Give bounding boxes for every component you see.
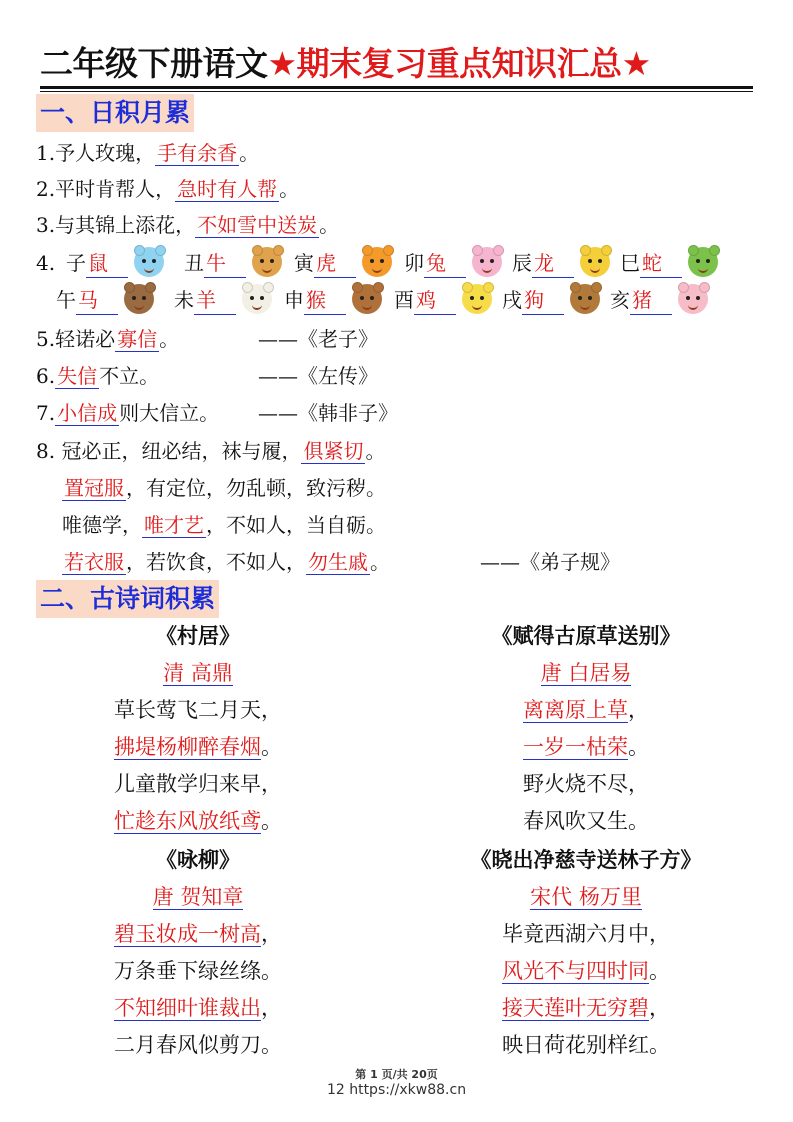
zodiac-answer: 龙 [532,249,574,278]
poem-line-answer: 离离原上草 [523,698,628,722]
item-8-line-2: 置冠服 ，有定位，勿乱顿，致污秽。 [64,476,386,500]
zodiac-branch: 午 [56,288,76,312]
punctuation: 。 [261,735,282,759]
zodiac-branch: 酉 [394,288,414,312]
punctuation: 。 [261,809,282,833]
poem-line: 春风吹又生。 [523,809,649,833]
answer: 小信成 [57,401,118,425]
poem-line [0,920,398,948]
item-6: 6. 失信 不立。 [36,364,160,388]
poem-author-text: 唐 白居易 [540,661,632,685]
item-2: 2.平时肯帮人， 急时有人帮 。 [36,177,300,201]
poem-line-answer: 拂堤杨柳醉春烟 [114,735,261,759]
rooster-icon [462,284,492,314]
sheep-icon [242,284,272,314]
poem-line: 映日荷花别样红。 [502,1033,670,1057]
zodiac-item [610,286,672,315]
zodiac-branch: 未 [174,288,194,312]
answer: 寡信 [117,327,158,351]
poem-author-text: 宋代 杨万里 [530,885,642,909]
zodiac-answer: 羊 [194,286,236,315]
title-grade: 二年级下册语文 [40,44,268,83]
zodiac-answer: 虎 [314,249,356,278]
answer: 不如雪中送炭 [197,213,318,237]
zodiac-answer: 狗 [522,286,564,315]
zodiac-item [404,249,466,278]
answer: 若衣服 [64,550,124,574]
answer: 急时有人帮 [177,177,278,201]
zodiac-branch: 丑 [184,251,204,275]
poem-author [0,659,398,687]
zodiac-item [66,249,128,278]
item-8-line-4: 若衣服 ，若饮食，不如人， 勿生戚 。 [64,550,390,574]
page-number: 第 1 页/共 20页 [355,1068,438,1081]
punctuation: ， [628,698,649,722]
poem-line: 儿童散学归来早， [114,772,282,796]
poem-line-answer: 接天莲叶无穷碧 [502,996,649,1020]
poem-line [0,733,398,761]
source-laozi: ——《老子》 [258,327,378,351]
ox-icon [252,247,282,277]
zodiac-branch: 子 [66,251,86,275]
zodiac-branch: 戌 [502,288,522,312]
monkey-icon [352,284,382,314]
zodiac-item [56,286,118,315]
mouse-icon [134,247,164,277]
zodiac-answer: 鼠 [86,249,128,278]
poem-line [386,696,786,724]
poem-line [0,994,398,1022]
poem-title: 《晓出净慈寺送林子方》 [470,847,702,872]
poem-author-text: 清 高鼎 [163,661,233,685]
section-header-accumulation: 一、日积月累 [36,94,194,132]
zodiac-answer: 马 [76,286,118,315]
punctuation: 。 [628,735,649,759]
zodiac-branch: 申 [284,288,304,312]
item-7: 7. 小信成 则大信立。 [36,401,220,425]
page-title [40,42,756,86]
zodiac-answer: 蛇 [640,249,682,278]
answer: 勿生戚 [308,550,368,574]
source-hanfeizi: ——《韩非子》 [258,401,398,425]
horse-icon [124,284,154,314]
item-8-line-3: 唯德学， 唯才艺 ，不如人，当自砺。 [62,513,386,537]
item-1: 1.予人玫瑰， 手有余香 。 [36,141,260,165]
zodiac-branch: 巳 [620,251,640,275]
zodiac-branch: 卯 [404,251,424,275]
zodiac-item [284,286,346,315]
section-header-poems: 二、古诗词积累 [36,580,219,618]
answer: 唯才艺 [144,513,204,537]
punctuation: ， [261,996,282,1020]
poem-line-answer: 风光不与四时同 [502,959,649,983]
poem-line: 万条垂下绿丝绦。 [114,959,282,983]
pig-icon [678,284,708,314]
zodiac-item [620,249,682,278]
zodiac-answer: 牛 [204,249,246,278]
zodiac-branch: 寅 [294,251,314,275]
poem-line-answer: 碧玉妆成一树高 [114,922,261,946]
poem-title: 《村居》 [156,623,240,648]
poem-line [0,807,398,835]
poem-line: 毕竟西湖六月中， [502,922,670,946]
zodiac-branch: 辰 [512,251,532,275]
zodiac-item [294,249,356,278]
poem-line: 草长莺飞二月天， [114,698,282,722]
zodiac-answer: 猪 [630,286,672,315]
poem-line [386,994,786,1022]
snake-icon [688,247,718,277]
poem-author [386,659,786,687]
poem-line-answer: 不知细叶谁裁出 [114,996,261,1020]
zodiac-item [394,286,456,315]
title-highlight: ★期末复习重点知识汇总★ [267,44,651,83]
answer: 手有余香 [157,141,238,165]
answer: 置冠服 [64,476,124,500]
poem-title: 《咏柳》 [156,847,240,872]
punctuation: ， [261,922,282,946]
zodiac-item [512,249,574,278]
item-3: 3.与其锦上添花， 不如雪中送炭 。 [36,213,340,237]
page-footer [0,1066,793,1098]
punctuation: 。 [649,959,670,983]
poem-line-answer: 一岁一枯荣 [523,735,628,759]
dragon-icon [580,247,610,277]
title-underline [40,86,753,89]
poem-author-text: 唐 贺知章 [152,885,244,909]
punctuation: ， [649,996,670,1020]
zodiac-answer: 猴 [304,286,346,315]
rabbit-icon [472,247,502,277]
item-5: 5.轻诺必 寡信 。 [36,327,180,351]
poem-author [386,883,786,911]
source-zuozhuan: ——《左传》 [258,364,378,388]
poem-line: 野火烧不尽， [523,772,649,796]
poem-author [0,883,398,911]
poem-line [386,957,786,985]
title-underline-thin [40,91,753,92]
item-8-line-1: 8. 冠必正，纽必结，袜与履， 俱紧切 。 [36,439,386,463]
dog-icon [570,284,600,314]
item-4-number: 4. [36,251,56,275]
zodiac-answer: 兔 [424,249,466,278]
zodiac-answer: 鸡 [414,286,456,315]
zodiac-item [184,249,246,278]
tiger-icon [362,247,392,277]
answer: 俱紧切 [303,439,364,463]
zodiac-item [502,286,564,315]
poem-line: 二月春风似剪刀。 [114,1033,282,1057]
source-dizigui: ——《弟子规》 [480,550,620,574]
answer: 失信 [57,364,98,388]
poem-title: 《赋得古原草送别》 [491,623,681,648]
poem-line-answer: 忙趁东风放纸鸢 [114,809,261,833]
poem-line [386,733,786,761]
zodiac-item [174,286,236,315]
footer-url: 12 https://xkw88.cn [326,1082,467,1098]
zodiac-branch: 亥 [610,288,630,312]
